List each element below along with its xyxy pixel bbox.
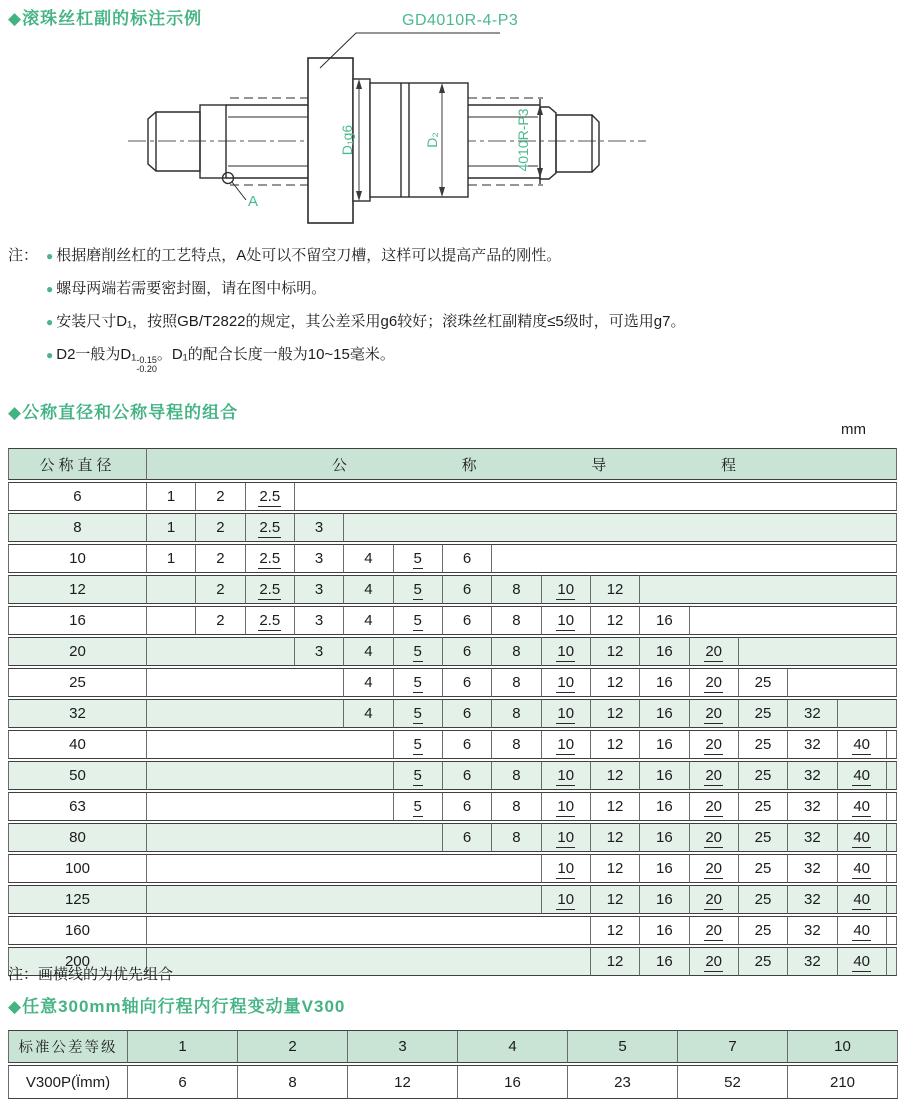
diameter-cell: 40 [8,730,147,759]
lead-value-cell: 3 [295,575,344,604]
lead-value-cell: 10 [542,575,591,604]
empty-cell [887,792,897,821]
diameter-cell: 25 [8,668,147,697]
lead-value-cell: 10 [542,761,591,790]
lead-value-cell: 8 [492,699,541,728]
lead-value-cell: 6 [443,575,492,604]
lead-value-cell: 2 [196,575,245,604]
lead-value-cell: 4 [344,544,393,573]
grade-cell: 5 [568,1030,678,1063]
lead-value-cell: 25 [739,916,788,945]
lead-value-cell: 25 [739,761,788,790]
lead-value-cell: 25 [739,699,788,728]
empty-cell [887,730,897,759]
lead-value-cell: 6 [443,699,492,728]
lead-value-cell: 16 [640,730,689,759]
header-char: 导 [591,456,607,474]
lead-value-cell: 40 [838,916,887,945]
diameter-cell: 12 [8,575,147,604]
lead-value-cell: 8 [492,637,541,666]
lead-value-cell: 6 [443,606,492,635]
v300-value-row [8,1065,898,1099]
bullet-icon: ● [46,282,54,296]
lead-value-cell: 20 [690,699,739,728]
dim-d2-label: D₂ [424,132,440,148]
lead-value-cell: 16 [640,947,689,976]
lead-value-cell: 5 [394,606,443,635]
lead-value-cell: 5 [394,699,443,728]
combo-row [8,544,897,573]
empty-cell [690,606,897,635]
lead-value-cell: 20 [690,916,739,945]
lead-value-cell: 12 [591,823,640,852]
lead-value-cell: 40 [838,761,887,790]
empty-cell [147,885,542,914]
lead-value-cell: 16 [640,606,689,635]
empty-cell [788,668,897,697]
lead-value-cell: 32 [788,916,837,945]
lead-value-cell: 2.5 [246,482,295,511]
combo-row [8,916,897,945]
lead-value-cell: 2 [196,606,245,635]
empty-cell [640,575,897,604]
diameter-cell: 125 [8,885,147,914]
lead-value-cell: 10 [542,606,591,635]
lead-value-cell: 40 [838,885,887,914]
lead-value-cell: 40 [838,947,887,976]
lead-value-cell: 32 [788,792,837,821]
empty-cell [147,575,196,604]
lead-value-cell: 20 [690,668,739,697]
diameter-cell: 32 [8,699,147,728]
note-text: D2一般为D₁ -0.15 -0.20 。D₁的配合长度一般为10~15毫米。 [56,346,395,374]
lead-value-cell: 10 [542,730,591,759]
diameter-cell: 8 [8,513,147,542]
v300-value-cell: 6 [128,1065,238,1099]
combo-row [8,575,897,604]
notes-block [8,246,888,387]
lead-value-cell: 8 [492,792,541,821]
lead-value-cell: 12 [591,885,640,914]
lead-value-cell: 3 [295,637,344,666]
lead-value-cell: 16 [640,792,689,821]
combo-table-note: 注：画横线的为优先组合 [8,966,174,983]
lead-value-cell: 5 [394,730,443,759]
lead-value-cell: 4 [344,575,393,604]
lead-value-cell: 5 [394,668,443,697]
lead-value-cell: 2.5 [246,544,295,573]
diameter-cell: 200 [8,947,147,976]
empty-cell [887,823,897,852]
empty-cell [887,885,897,914]
empty-cell [147,761,394,790]
empty-cell [147,854,542,883]
v300-value-cell: 12 [348,1065,458,1099]
ball-screw-drawing [0,0,900,242]
lead-value-cell: 3 [295,606,344,635]
lead-value-cell: 32 [788,823,837,852]
note-text: 安装尺寸D₁，按照GB/T2822的规定，其公差采用g6较好；滚珠丝杠副精度≤5级时，可选用g7。 [56,313,686,330]
empty-cell [147,699,344,728]
lead-value-cell: 2 [196,482,245,511]
lead-value-cell: 20 [690,730,739,759]
lead-value-cell: 12 [591,668,640,697]
empty-cell [147,916,591,945]
lead-value-cell: 12 [591,730,640,759]
lead-value-cell: 40 [838,823,887,852]
lead-value-cell: 12 [591,699,640,728]
bullet-icon: ● [46,315,54,329]
lead-value-cell: 25 [739,823,788,852]
lead-value-cell: 8 [492,606,541,635]
detail-a-label: A [248,193,259,210]
combo-header-lead [147,448,897,480]
lead-value-cell: 6 [443,792,492,821]
lead-value-cell: 8 [492,730,541,759]
empty-cell [887,947,897,976]
lead-value-cell: 2.5 [246,513,295,542]
empty-cell [344,513,897,542]
lead-value-cell: 25 [739,668,788,697]
lead-value-cell: 20 [690,947,739,976]
diameter-cell: 20 [8,637,147,666]
diameter-cell: 80 [8,823,147,852]
lead-value-cell: 40 [838,854,887,883]
grade-cell: 4 [458,1030,568,1063]
empty-cell [147,668,344,697]
v300-table [8,1028,898,1101]
v300-value-cell: 210 [788,1065,898,1099]
diameter-cell: 50 [8,761,147,790]
lead-value-cell: 20 [690,854,739,883]
lead-value-cell: 10 [542,885,591,914]
lead-value-cell: 16 [640,823,689,852]
lead-value-cell: 12 [591,637,640,666]
lead-value-cell: 2 [196,513,245,542]
lead-value-cell: 16 [640,761,689,790]
lead-value-cell: 4 [344,606,393,635]
diameter-cell: 100 [8,854,147,883]
diameter-cell: 16 [8,606,147,635]
empty-cell [147,606,196,635]
note-line [8,246,888,266]
lead-value-cell: 2 [196,544,245,573]
empty-cell [887,916,897,945]
lead-value-cell: 6 [443,668,492,697]
header-char: 程 [720,456,736,474]
combo-row [8,792,897,821]
combo-row [8,482,897,511]
empty-cell [147,792,394,821]
v300-header-row [8,1030,898,1063]
dim-d1-label: D₁g6 [339,124,355,156]
lead-value-cell: 4 [344,699,393,728]
unit-label: mm [841,421,866,438]
lead-value-cell: 20 [690,637,739,666]
grade-cell: 1 [128,1030,238,1063]
lead-value-cell: 10 [542,699,591,728]
lead-value-cell: 12 [591,792,640,821]
v300-value-cell: 52 [678,1065,788,1099]
combo-row [8,730,897,759]
lead-value-cell: 5 [394,761,443,790]
section3-title: ◆任意300mm轴向行程内行程变动量V300 [8,997,346,1016]
v300-value-cell: 8 [238,1065,348,1099]
diameter-cell: 10 [8,544,147,573]
lead-value-cell: 32 [788,761,837,790]
lead-value-cell: 10 [542,668,591,697]
lead-value-cell: 6 [443,761,492,790]
grade-cell: 10 [788,1030,898,1063]
lead-value-cell: 8 [492,575,541,604]
lead-value-cell: 16 [640,916,689,945]
lead-value-cell: 32 [788,854,837,883]
lead-value-cell: 16 [640,668,689,697]
empty-cell [739,637,897,666]
empty-cell [147,947,591,976]
lead-value-cell: 25 [739,947,788,976]
lead-value-cell: 20 [690,885,739,914]
lead-value-cell: 3 [295,544,344,573]
combo-row [8,668,897,697]
grade-cell: 7 [678,1030,788,1063]
diameter-cell: 6 [8,482,147,511]
combo-table-body [8,482,897,976]
part-number-label: GD4010R-4-P3 [402,12,519,29]
lead-value-cell: 8 [492,668,541,697]
empty-cell [295,482,897,511]
lead-value-cell: 6 [443,544,492,573]
section1-title: ◆滚珠丝杠副的标注示例 [8,9,203,28]
nut-cylinder [370,83,468,197]
lead-value-cell: 5 [394,575,443,604]
note-line [8,345,888,374]
combo-row [8,637,897,666]
lead-value-cell: 8 [492,761,541,790]
empty-cell [887,761,897,790]
lead-value-cell: 32 [788,947,837,976]
spacer-cylinder [353,79,370,201]
v300-value-cell: 16 [458,1065,568,1099]
lead-value-cell: 16 [640,885,689,914]
lead-value-cell: 1 [147,544,196,573]
lead-value-cell: 40 [838,730,887,759]
combo-row [8,513,897,542]
combo-row [8,885,897,914]
combo-header-diameter: 公称直径 [8,448,147,480]
combo-row [8,606,897,635]
lead-value-cell: 20 [690,792,739,821]
lead-value-cell: 6 [443,637,492,666]
lead-value-cell: 5 [394,637,443,666]
bullet-icon: ● [46,249,54,263]
lead-value-cell: 1 [147,482,196,511]
note-text: 螺母两端若需要密封圈，请在图中标明。 [56,280,327,297]
lead-value-cell: 25 [739,885,788,914]
tolerance-stack: -0.15 -0.20 [136,355,157,374]
lead-value-cell: 32 [788,730,837,759]
diameter-cell: 160 [8,916,147,945]
header-char: 称 [461,456,477,474]
lead-value-cell: 10 [542,854,591,883]
empty-cell [887,854,897,883]
v300-header-label: 标准公差等级 [8,1030,128,1063]
lead-value-cell: 25 [739,854,788,883]
empty-cell [147,637,295,666]
combo-row [8,699,897,728]
empty-cell [147,730,394,759]
lead-value-cell: 1 [147,513,196,542]
header-char: 公 [331,456,347,474]
dim-thread-label: 4010R-P3 [515,108,531,172]
note-line [8,312,888,332]
lead-value-cell: 32 [788,699,837,728]
lead-value-cell: 10 [542,637,591,666]
section2-title: ◆公称直径和公称导程的组合 [8,403,239,422]
grade-cell: 2 [238,1030,348,1063]
lead-value-cell: 4 [344,637,393,666]
lead-value-cell: 12 [591,916,640,945]
combo-row [8,854,897,883]
lead-value-cell: 10 [542,792,591,821]
lead-value-cell: 8 [492,823,541,852]
combo-table [8,446,897,978]
empty-cell [492,544,897,573]
lead-value-cell: 4 [344,668,393,697]
lead-value-cell: 16 [640,637,689,666]
empty-cell [838,699,897,728]
lead-value-cell: 32 [788,885,837,914]
lead-value-cell: 25 [739,792,788,821]
lead-value-cell: 12 [591,947,640,976]
grade-cell: 3 [348,1030,458,1063]
lead-value-cell: 2.5 [246,606,295,635]
lead-value-cell: 12 [591,575,640,604]
note-line [8,279,888,299]
v300-row-label: V300P(Ïmm) [8,1065,128,1099]
lead-value-cell: 12 [591,854,640,883]
bullet-icon: ● [46,348,54,362]
lead-value-cell: 12 [591,761,640,790]
lead-value-cell: 5 [394,792,443,821]
diameter-cell: 63 [8,792,147,821]
v300-value-cell: 23 [568,1065,678,1099]
lead-value-cell: 25 [739,730,788,759]
lead-value-cell: 16 [640,854,689,883]
empty-cell [147,823,443,852]
lead-value-cell: 12 [591,606,640,635]
combo-row [8,761,897,790]
lead-value-cell: 6 [443,823,492,852]
lead-value-cell: 40 [838,792,887,821]
lead-value-cell: 2.5 [246,575,295,604]
lead-value-cell: 6 [443,730,492,759]
lead-value-cell: 20 [690,761,739,790]
note-prefix: 注： [8,247,39,264]
lead-value-cell: 5 [394,544,443,573]
combo-header-row [8,448,897,480]
lead-value-cell: 10 [542,823,591,852]
lead-value-cell: 16 [640,699,689,728]
lead-value-cell: 3 [295,513,344,542]
lead-value-cell: 20 [690,823,739,852]
combo-row [8,823,897,852]
note-text: 根据磨削丝杠的工艺特点，A处可以不留空刀槽，这样可以提高产品的刚性。 [56,247,562,264]
